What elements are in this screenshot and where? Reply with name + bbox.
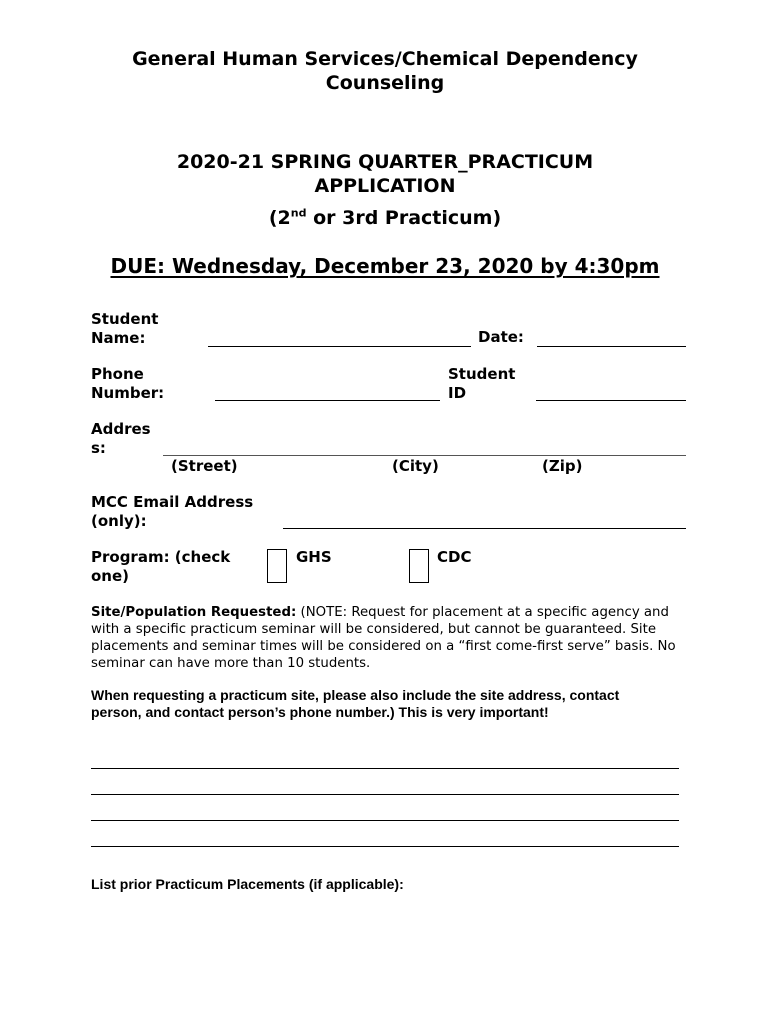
cdc-checkbox[interactable]	[409, 549, 429, 583]
site-request-line-3[interactable]	[91, 820, 679, 821]
cdc-label: CDC	[437, 548, 472, 566]
student-name-label-1: Student	[91, 310, 159, 328]
student-id-label-2: ID	[448, 384, 467, 402]
site-request-line-1[interactable]	[91, 768, 679, 769]
address-label-2: s:	[91, 439, 106, 457]
form-title	[60, 47, 710, 95]
email-field[interactable]	[283, 528, 686, 529]
application-line-1: 2020-21 SPRING QUARTER_PRACTICUM	[176, 151, 594, 173]
date-field[interactable]	[537, 346, 686, 347]
site-request-line-4[interactable]	[91, 846, 679, 847]
program-label-1: Program: (check	[91, 548, 231, 566]
email-label-1: MCC Email Address	[91, 493, 254, 511]
program-label-2: one)	[91, 567, 130, 585]
ghs-checkbox[interactable]	[267, 549, 287, 583]
application-title	[60, 150, 710, 198]
program-label	[91, 548, 230, 586]
city-label: (City)	[392, 457, 439, 475]
practicum-sup: nd	[290, 206, 307, 220]
date-label: Date:	[478, 328, 524, 346]
title-line-2: Counseling	[325, 72, 445, 94]
student-id-field[interactable]	[536, 400, 686, 401]
street-label: (Street)	[171, 457, 238, 475]
prior-placements-label: List prior Practicum Placements (if applicable):	[91, 876, 404, 892]
phone-label-1: Phone	[91, 365, 144, 383]
email-label-2: (only):	[91, 512, 147, 530]
site-paragraph	[91, 604, 691, 672]
student-id-label	[448, 365, 515, 403]
address-label	[91, 420, 151, 458]
student-id-label-1: Student	[448, 365, 516, 383]
address-field[interactable]	[163, 455, 686, 456]
practicum-suffix: or 3rd Practicum)	[306, 207, 502, 229]
phone-label	[91, 365, 164, 403]
ghs-label: GHS	[296, 548, 332, 566]
due-date: DUE: Wednesday, December 23, 2020 by 4:30pm	[110, 254, 660, 278]
student-name-field[interactable]	[208, 346, 471, 347]
title-line-1: General Human Services/Chemical Dependency	[132, 48, 638, 70]
practicum-prefix: (2	[268, 207, 291, 229]
application-line-2: APPLICATION	[314, 175, 456, 197]
site-heading: Site/Population Requested:	[91, 605, 297, 620]
phone-field[interactable]	[215, 400, 440, 401]
site-instructions: When requesting a practicum site, please also include the site address, contact person, and contact person’s phone number.) This is very important!	[91, 687, 620, 720]
email-label	[91, 493, 253, 531]
phone-label-2: Number:	[91, 384, 165, 402]
practicum-subtitle	[60, 206, 710, 230]
student-name-label-2: Name:	[91, 329, 146, 347]
student-name-label	[91, 310, 158, 348]
address-label-1: Addres	[91, 420, 151, 438]
site-note: (NOTE: Request for placement at a specific agency and with a specific practicum seminar will be considered, but cannot be guaranteed. Site placements and seminar times will be considered on a “first come-first serve” basis. No seminar can have more than 10 students.	[91, 605, 676, 671]
zip-label: (Zip)	[542, 457, 583, 475]
site-request-line-2[interactable]	[91, 794, 679, 795]
